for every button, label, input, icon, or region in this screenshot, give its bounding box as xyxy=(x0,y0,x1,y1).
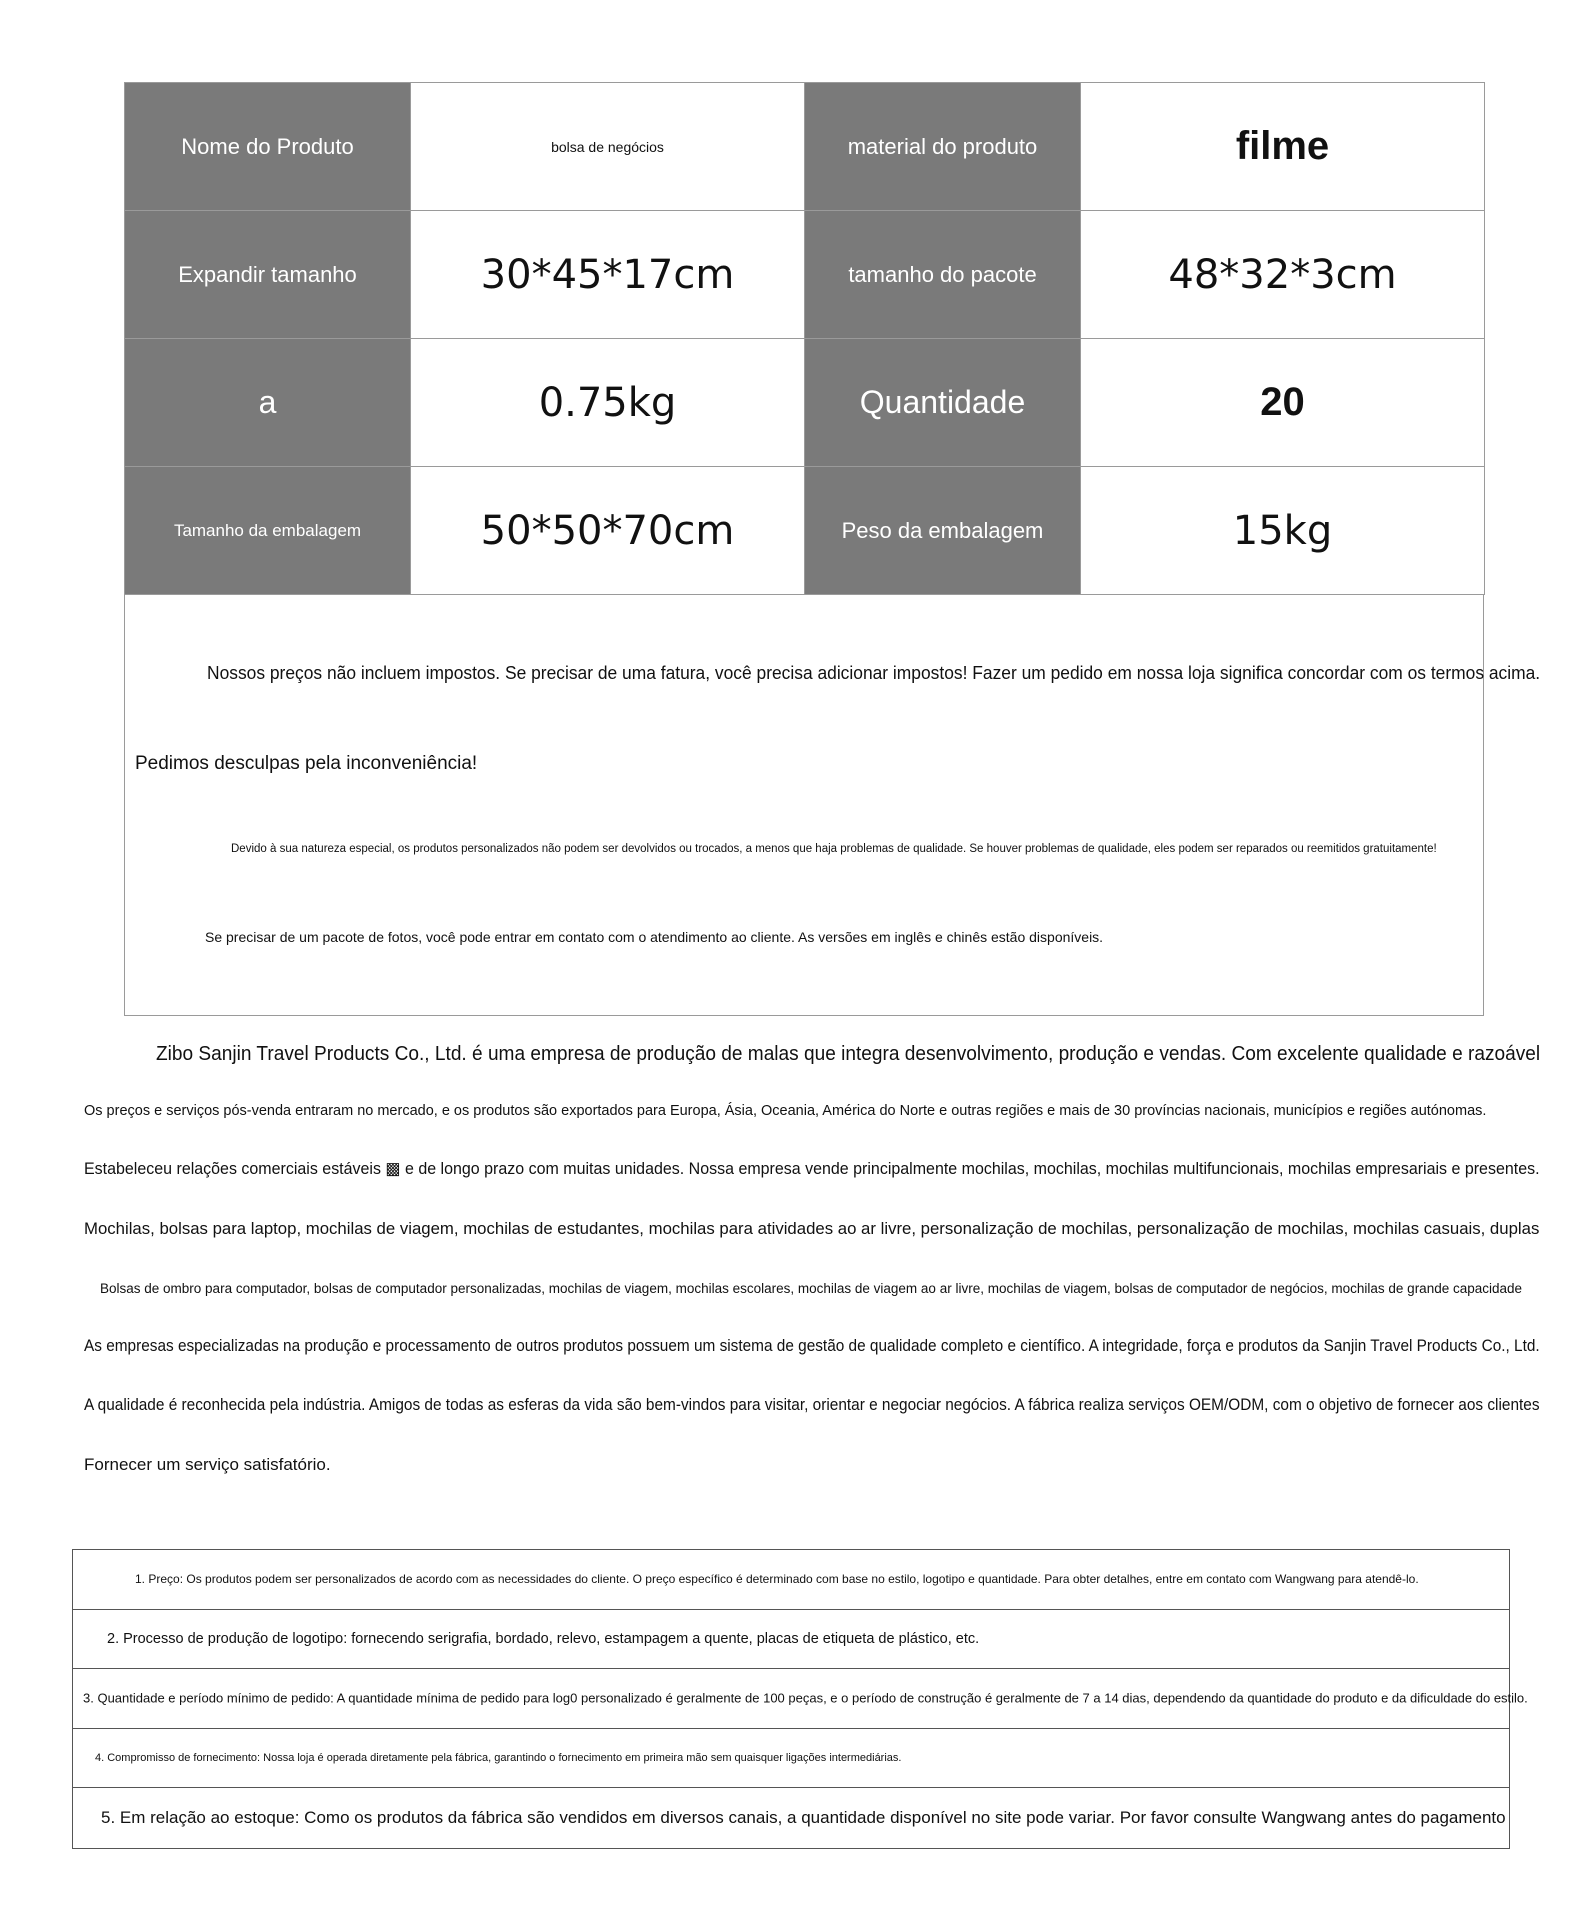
spec-label-carton-weight: Peso da embalagem xyxy=(805,467,1081,595)
company-line: Fornecer um serviço satisfatório. xyxy=(84,1455,331,1474)
notice-tax: Nossos preços não incluem impostos. Se precisar de uma fatura, você precisa adicionar impostos! Fazer um pedido em nossa loja significa concordar com os termos acima. xyxy=(207,663,1541,683)
spec-label-material: material do produto xyxy=(805,83,1081,211)
terms-logo-process: 2. Processo de produção de logotipo: fornecendo serigrafia, bordado, relevo, estampagem a quente, placas de etiqueta de plástico, etc. xyxy=(107,1630,980,1647)
spec-row xyxy=(125,467,1485,595)
terms-row xyxy=(73,1610,1509,1670)
terms-table xyxy=(72,1549,1528,1849)
spec-label-package-size: tamanho do pacote xyxy=(805,211,1081,339)
spec-value-material: filme xyxy=(1081,83,1485,211)
company-line: Os preços e serviços pós-venda entraram no mercado, e os produtos são exportados para Europa, Ásia, Oceania, América do Norte e outras regiões e mais de 30 províncias nacionais, municípios e regiões autónomas. xyxy=(84,1103,1487,1119)
spec-value-weight: 0.75kg xyxy=(411,339,805,467)
notice-apology: Pedimos desculpas pela inconveniência! xyxy=(135,753,478,774)
notice-returns: Devido à sua natureza especial, os produtos personalizados não podem ser devolvidos ou trocados, a menos que haja problemas de qualidade. Se houver problemas de qualidade, eles podem ser reparados ou reemitidos gratuitamente! xyxy=(231,843,1437,855)
spec-value-carton-weight: 15kg xyxy=(1081,467,1485,595)
product-spec-table xyxy=(124,82,1485,595)
notice-photos: Se precisar de um pacote de fotos, você pode entrar em contato com o atendimento ao cliente. As versões em inglês e chinês estão disponíveis. xyxy=(205,929,1104,945)
spec-row xyxy=(125,339,1485,467)
spec-label-expanded-size: Expandir tamanho xyxy=(125,211,411,339)
spec-value-expanded-size: 30*45*17cm xyxy=(411,211,805,339)
company-line: A qualidade é reconhecida pela indústria. Amigos de todas as esferas da vida são bem-vindos para visitar, orientar e negociar negócios. A fábrica realiza serviços OEM/ODM, com o objetivo de fornecer aos clientes xyxy=(84,1395,1540,1414)
spec-row xyxy=(125,83,1485,211)
spec-row xyxy=(125,211,1485,339)
spec-label-product-name: Nome do Produto xyxy=(125,83,411,211)
spec-value-quantity: 20 xyxy=(1081,339,1485,467)
spec-value-product-name: bolsa de negócios xyxy=(411,83,805,211)
spec-label-quantity: Quantidade xyxy=(805,339,1081,467)
terms-price: 1. Preço: Os produtos podem ser personalizados de acordo com as necessidades do cliente. O preço específico é determinado com base no estilo, logotipo e quantidade. Para obter detalhes, entre em contato com Wangwang para atendê-lo. xyxy=(135,1572,1419,1587)
company-line: As empresas especializadas na produção e processamento de outros produtos possuem um sistema de gestão de qualidade completo e científico. A integridade, força e produtos da Sanjin Travel Products Co., Ltd. xyxy=(84,1336,1540,1355)
terms-row xyxy=(73,1788,1509,1848)
company-line: Zibo Sanjin Travel Products Co., Ltd. é uma empresa de produção de malas que integra desenvolvimento, produção e vendas. Com excelente qualidade e razoável xyxy=(156,1043,1541,1065)
terms-stock: 5. Em relação ao estoque: Como os produtos da fábrica são vendidos em diversos canais, a quantidade disponível no site pode variar. Por favor consulte Wangwang antes do pagamento xyxy=(101,1808,1506,1828)
company-line: Estabeleceu relações comerciais estáveis ▩ e de longo prazo com muitas unidades. Nossa empresa vende principalmente mochilas, mochilas, mochilas multifuncionais, mochilas empresariais e presentes. xyxy=(84,1159,1540,1178)
terms-supply: 4. Compromisso de fornecimento: Nossa loja é operada diretamente pela fábrica, garantindo o fornecimento em primeira mão sem quaisquer ligações intermediárias. xyxy=(95,1752,902,1765)
company-line: Bolsas de ombro para computador, bolsas de computador personalizadas, mochilas de viagem, mochilas escolares, mochilas de viagem ao ar livre, mochilas de viagem, bolsas de computador de negócios, mochilas de grande capacidade xyxy=(100,1281,1523,1296)
company-line: Mochilas, bolsas para laptop, mochilas de viagem, mochilas de estudantes, mochilas para atividades ao ar livre, personalização de mochilas, personalização de mochilas, mochilas casuais, duplas xyxy=(84,1219,1540,1238)
terms-row xyxy=(73,1729,1509,1789)
terms-row xyxy=(73,1550,1509,1610)
spec-value-package-size: 48*32*3cm xyxy=(1081,211,1485,339)
spec-label-carton-size: Tamanho da embalagem xyxy=(125,467,411,595)
spec-value-carton-size: 50*50*70cm xyxy=(411,467,805,595)
terms-row xyxy=(73,1669,1528,1729)
terms-moq: 3. Quantidade e período mínimo de pedido: A quantidade mínima de pedido para log0 personalizado é geralmente de 100 peças, e o período de construção é geralmente de 7 a 14 dias, dependendo da quantidade do produto e da dificuldade do estilo. xyxy=(83,1690,1528,1706)
spec-label-weight: a xyxy=(125,339,411,467)
notice-box xyxy=(124,594,1541,1016)
